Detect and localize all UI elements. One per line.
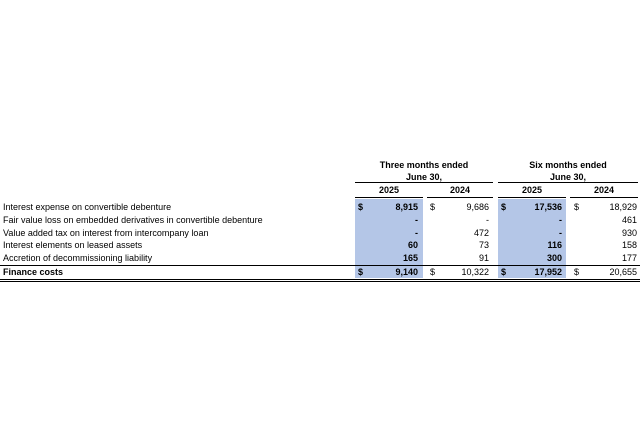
- cell-value: 8,915: [395, 202, 418, 212]
- year-underline: [355, 197, 423, 198]
- cell-value: 300: [546, 253, 562, 264]
- table-row: [0, 214, 640, 227]
- cell-value: 73: [478, 240, 489, 251]
- cell-value: 116: [547, 240, 562, 251]
- row-label: Fair value loss on embedded derivatives in convertible debenture: [3, 214, 263, 225]
- currency-symbol: $: [574, 266, 580, 277]
- table-row: [0, 227, 640, 240]
- header-six-months-title: Six months ended: [529, 160, 607, 170]
- currency-symbol: $: [358, 266, 364, 277]
- cell-value: 18,929: [609, 202, 637, 212]
- year-underline: [498, 197, 566, 198]
- cell-value: 17,536: [534, 202, 562, 212]
- year-underline: [570, 197, 638, 198]
- cell-value: -: [415, 227, 418, 238]
- cell-value: -: [415, 214, 418, 225]
- total-label: Finance costs: [3, 266, 64, 277]
- header-six-months-date: June 30,: [549, 172, 587, 182]
- cell-value: 60: [407, 240, 418, 251]
- row-label: Interest expense on convertible debenture: [3, 202, 172, 212]
- currency-symbol: $: [501, 266, 507, 277]
- cell-value: -: [559, 214, 562, 225]
- year-header: 2025: [521, 185, 543, 195]
- cell-value: 9,686: [466, 202, 489, 212]
- cell-value: 930: [621, 227, 637, 238]
- currency-symbol: $: [358, 202, 364, 212]
- cell-value: 461: [621, 214, 637, 225]
- cell-value: 472: [473, 227, 489, 238]
- year-header: 2024: [449, 185, 471, 195]
- currency-symbol: $: [430, 202, 436, 212]
- currency-symbol: $: [501, 202, 507, 212]
- currency-symbol: $: [430, 266, 436, 277]
- year-header: 2025: [378, 185, 400, 195]
- cell-value: 165: [402, 253, 418, 264]
- cell-value: -: [559, 227, 562, 238]
- header-six-months: [498, 159, 638, 183]
- header-three-months-date: June 30,: [405, 172, 443, 182]
- year-underline: [427, 197, 493, 198]
- total-double-rule: [0, 279, 640, 280]
- row-label: Accretion of decommissioning liability: [3, 253, 153, 264]
- table-row: [0, 239, 640, 252]
- header-three-months-title: Three months ended: [379, 160, 469, 170]
- cell-value: 158: [621, 240, 637, 251]
- currency-symbol: $: [574, 202, 580, 212]
- cell-value: 17,952: [534, 266, 562, 277]
- year-header: 2024: [593, 185, 615, 195]
- header-underline-six: [498, 182, 638, 183]
- cell-value: 177: [621, 253, 637, 264]
- header-underline-three: [355, 182, 493, 183]
- cell-value: 20,655: [609, 266, 637, 277]
- row-label: Value added tax on interest from intercompany loan: [3, 227, 209, 238]
- cell-value: -: [486, 214, 489, 225]
- row-label: Interest elements on leased assets: [3, 240, 143, 251]
- total-row: [0, 266, 640, 279]
- total-double-rule: [0, 281, 640, 282]
- cell-value: 9,140: [395, 266, 418, 277]
- table-row: [0, 252, 640, 265]
- table-row: [0, 201, 640, 214]
- cell-value: 10,322: [461, 266, 489, 277]
- header-three-months: [355, 159, 493, 183]
- cell-value: 91: [478, 253, 489, 264]
